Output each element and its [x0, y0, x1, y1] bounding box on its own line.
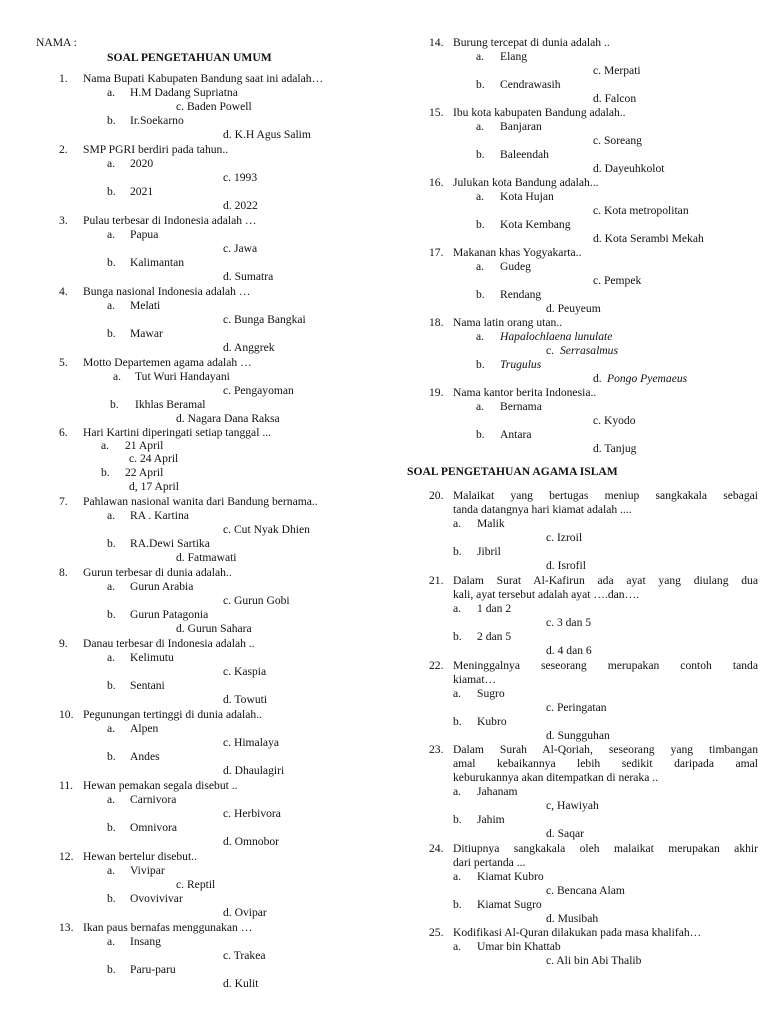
option-c: c. Izroil [546, 531, 583, 544]
question-text: Hewan pemakan segala disebut .. [83, 779, 238, 792]
option-c: c. Reptil [176, 878, 216, 891]
option-label: a. [107, 793, 116, 806]
option-c: c. Trakea [223, 949, 266, 962]
option-label: a. [107, 722, 116, 735]
question-number: 9. [59, 637, 68, 650]
option-b: Gurun Patagonia [130, 608, 209, 621]
option-c: c. Kyodo [593, 414, 636, 427]
question-number: 13. [59, 921, 74, 934]
option-d: d. Dhaulagiri [223, 764, 285, 777]
option-b: Ovovivivar [130, 892, 183, 905]
option-b: Omnivora [130, 821, 178, 834]
question-text: Burung tercepat di dunia adalah .. [453, 36, 610, 49]
option-label: b. [107, 963, 116, 976]
option-b: Trugulus [500, 358, 542, 371]
option-label: a. [476, 330, 485, 343]
option-label: a. [476, 260, 485, 273]
question-text: Ditiupnya sangkakala oleh malaikat merupakan akhir [453, 842, 758, 855]
option-d: d. Isrofil [546, 559, 586, 572]
option-c: c. 24 April [129, 452, 179, 465]
option-label: b. [453, 898, 462, 911]
option-d: d. Sungguhan [546, 729, 610, 742]
question-number: 14. [429, 36, 444, 49]
question-number: 8. [59, 566, 68, 579]
option-a: Kota Hujan [500, 190, 554, 203]
option-label: a. [453, 870, 462, 883]
option-d: d. Nagara Dana Raksa [176, 412, 280, 425]
option-label: a. [453, 517, 462, 530]
option-d: d. Musibah [546, 912, 599, 925]
question-text: Julukan kota Bandung adalah... [453, 176, 599, 189]
option-label: b. [476, 148, 485, 161]
question-number: 3. [59, 214, 68, 227]
option-label: a. [107, 157, 116, 170]
option-label: a. [107, 299, 116, 312]
question-text: keburukannya akan ditempatkan di neraka .. [453, 771, 659, 784]
option-label: b. [107, 750, 116, 763]
option-c: c. Bencana Alam [546, 884, 625, 897]
option-c: c. Kaspia [223, 665, 267, 678]
question-number: 17. [429, 246, 444, 259]
option-a: Vivipar [130, 864, 165, 877]
option-label: a. [453, 785, 462, 798]
option-b: Sentani [130, 679, 165, 692]
option-label: a. [107, 864, 116, 877]
option-label: b. [476, 428, 485, 441]
question-number: 10. [59, 708, 74, 721]
option-b: Kalimantan [130, 256, 185, 269]
option-a: Gudeg [500, 260, 531, 273]
option-label: a. [107, 935, 116, 948]
option-b: Mawar [130, 327, 163, 340]
option-c: c. 1993 [223, 171, 258, 184]
option-b: Kota Kembang [500, 218, 571, 231]
option-b: Kubro [477, 715, 507, 728]
option-d: d. Saqar [546, 827, 584, 840]
option-a: Carnivora [130, 793, 177, 806]
option-a: Melati [130, 299, 161, 312]
option-label: a. [476, 120, 485, 133]
option-b: Cendrawasih [500, 78, 561, 91]
question-text: amal kebaikannya lebih sedikit daripada amal [453, 757, 758, 770]
option-c: c. Ali bin Abi Thalib [546, 954, 642, 967]
question-text: Pahlawan nasional wanita dari Bandung bernama.. [83, 495, 318, 508]
option-d: d. Dayeuhkolot [593, 162, 665, 175]
option-c: c. Peringatan [546, 701, 607, 714]
question-text: Dalam Surat Al-Kafirun ada ayat yang diulang dua [453, 574, 758, 587]
question-number: 6. [59, 426, 68, 439]
option-a: H.M Dadang Supriatna [130, 86, 238, 99]
option-label: b. [453, 813, 462, 826]
option-a: Jahanam [477, 785, 518, 798]
question-text: Pegunungan tertinggi di dunia adalah.. [83, 708, 263, 721]
option-label: a. [107, 580, 116, 593]
question-text: Ikan paus bernafas menggunakan … [83, 921, 253, 934]
question-text: Gurun terbesar di dunia adalah.. [83, 566, 232, 579]
question-number: 24. [429, 842, 444, 855]
option-c: c. Baden Powell [176, 100, 252, 113]
question-number: 11. [59, 779, 74, 792]
option-b: 2021 [130, 185, 154, 198]
option-c: c. Pengayoman [223, 384, 294, 397]
option-label: a. [453, 602, 462, 615]
option-label: a. [107, 228, 116, 241]
option-c: Serrasalmus [560, 344, 618, 357]
option-b: Paru-paru [130, 963, 176, 976]
question-number: 20. [429, 489, 444, 502]
option-c: c. Kota metropolitan [593, 204, 689, 217]
option-a: Bernama [500, 400, 542, 413]
option-d: d. Gurun Sahara [176, 622, 252, 635]
option-d: d. Anggrek [223, 341, 275, 354]
option-c: c. Cut Nyak Dhien [223, 523, 310, 536]
question-number: 1. [59, 72, 68, 85]
option-label: b. [107, 256, 116, 269]
question-text: Motto Departemen agama adalah … [83, 356, 252, 369]
option-a: Tut Wuri Handayani [135, 370, 230, 383]
option-label: b. [453, 545, 462, 558]
option-c: c. Jawa [223, 242, 258, 255]
option-label: b. [107, 892, 116, 905]
option-a: Sugro [477, 687, 505, 700]
question-number: 21. [429, 574, 444, 587]
option-label: c. [546, 344, 555, 357]
question-number: 16. [429, 176, 444, 189]
option-label: a. [107, 86, 116, 99]
option-d: d. Falcon [593, 92, 637, 105]
question-text: Ibu kota kabupaten Bandung adalah.. [453, 106, 626, 119]
option-d: Pongo Pyemaeus [607, 372, 688, 385]
question-text: Nama kantor berita Indonesia.. [453, 386, 597, 399]
option-a: Hapalochlaena lunulate [500, 330, 613, 343]
option-a: Gurun Arabia [130, 580, 194, 593]
option-d: d. Towuti [223, 693, 268, 706]
question-text: kali, ayat tersebut adalah ayat ….dan…. [453, 588, 640, 601]
option-label: a. [107, 651, 116, 664]
question-number: 19. [429, 386, 444, 399]
question-number: 18. [429, 316, 444, 329]
option-d: d. Omnobor [223, 835, 280, 848]
option-label: b. [476, 288, 485, 301]
question-text: Makanan khas Yogyakarta.. [453, 246, 582, 259]
option-a: Umar bin Khattab [477, 940, 561, 953]
option-a: Malik [477, 517, 505, 530]
question-text: Hari Kartini diperingati setiap tanggal ... [83, 426, 272, 439]
option-a: 1 dan 2 [477, 602, 512, 615]
option-label: b. [476, 78, 485, 91]
option-b: Jibril [477, 545, 501, 558]
option-label: b. [107, 608, 116, 621]
option-a: Papua [130, 228, 159, 241]
option-label: b. [107, 185, 116, 198]
option-label: d. [593, 372, 602, 385]
option-c: c, Hawiyah [546, 799, 599, 812]
option-label: a. [101, 439, 110, 452]
question-text: Pulau terbesar di Indonesia adalah … [83, 214, 257, 227]
question-text: Nama Bupati Kabupaten Bandung saat ini adalah… [83, 72, 324, 85]
option-b: Ir.Soekarno [130, 114, 184, 127]
question-number: 15. [429, 106, 444, 119]
option-label: a. [476, 400, 485, 413]
option-a: RA . Kartina [130, 509, 189, 522]
option-label: b. [110, 398, 119, 411]
question-text: tanda datangnya hari kiamat adalah .... [453, 503, 632, 516]
question-text: Hewan bertelur disebut.. [83, 850, 197, 863]
option-label: b. [453, 715, 462, 728]
option-label: a. [453, 687, 462, 700]
question-number: 25. [429, 926, 444, 939]
option-a: Kelimutu [130, 651, 174, 664]
option-d: d. Tanjug [593, 442, 637, 455]
option-label: a. [476, 190, 485, 203]
option-c: c. Gurun Gobi [223, 594, 290, 607]
option-label: b. [107, 114, 116, 127]
option-label: b. [107, 821, 116, 834]
option-b: Rendang [500, 288, 542, 301]
option-b: 2 dan 5 [477, 630, 512, 643]
option-a: Insang [130, 935, 161, 948]
option-label: b. [107, 537, 116, 550]
question-number: 23. [429, 743, 444, 756]
option-d: d. Fatmawati [176, 551, 237, 564]
option-label: b. [476, 218, 485, 231]
question-number: 7. [59, 495, 68, 508]
question-text: Dalam Surah Al-Qoriah, seseorang yang timbangan [453, 743, 758, 756]
option-label: a. [107, 509, 116, 522]
question-text: Danau terbesar di Indonesia adalah .. [83, 637, 255, 650]
question-text: Malaikat yang bertugas meniup sangkakala sebagai [453, 489, 758, 502]
option-d: d. Ovipar [223, 906, 267, 919]
option-label: b. [453, 630, 462, 643]
option-d: d. K.H Agus Salim [223, 128, 311, 141]
nama-label: NAMA : [36, 36, 77, 49]
option-b: Ikhlas Beramal [135, 398, 206, 411]
question-number: 12. [59, 850, 74, 863]
option-c: c. Merpati [593, 64, 641, 77]
option-c: c. 3 dan 5 [546, 616, 592, 629]
question-number: 2. [59, 143, 68, 156]
option-b: Kiamat Sugro [477, 898, 542, 911]
option-d: d. Kota Serambi Mekah [593, 232, 704, 245]
question-number: 4. [59, 285, 68, 298]
option-c: c. Pempek [593, 274, 642, 287]
option-b: Antara [500, 428, 532, 441]
option-b: Baleendah [500, 148, 549, 161]
option-a: 21 April [125, 439, 164, 452]
question-number: 22. [429, 659, 444, 672]
question-text: SMP PGRI berdiri pada tahun.. [83, 143, 229, 156]
option-a: 2020 [130, 157, 154, 170]
option-label: b. [476, 358, 485, 371]
option-label: a. [113, 370, 122, 383]
question-text: kiamat… [453, 673, 497, 686]
question-text: Nama latin orang utan.. [453, 316, 563, 329]
option-b: 22 April [125, 466, 164, 479]
option-d: d, 17 April [129, 480, 179, 493]
option-d: d. 4 dan 6 [546, 644, 592, 657]
option-a: Elang [500, 50, 528, 63]
option-c: c. Bunga Bangkai [223, 313, 306, 326]
option-label: a. [453, 940, 462, 953]
option-d: d. Sumatra [223, 270, 274, 283]
option-label: b. [107, 679, 116, 692]
section-title-islam: SOAL PENGETAHUAN AGAMA ISLAM [407, 465, 618, 478]
option-d: d. Kulit [223, 977, 259, 990]
question-number: 5. [59, 356, 68, 369]
section-title-general: SOAL PENGETAHUAN UMUM [107, 51, 272, 64]
option-label: b. [107, 327, 116, 340]
question-text: Bunga nasional Indonesia adalah … [83, 285, 251, 298]
option-b: Jahim [477, 813, 505, 826]
question-text: dari pertanda ... [453, 856, 526, 869]
option-label: b. [101, 466, 110, 479]
option-c: c. Soreang [593, 134, 642, 147]
option-b: RA.Dewi Sartika [130, 537, 210, 550]
option-c: c. Herbivora [223, 807, 281, 820]
option-a: Alpen [130, 722, 159, 735]
option-c: c. Himalaya [223, 736, 280, 749]
option-d: d. 2022 [223, 199, 258, 212]
option-d: d. Peuyeum [546, 302, 601, 315]
option-a: Banjaran [500, 120, 542, 133]
question-text: Kodifikasi Al-Quran dilakukan pada masa khalifah… [453, 926, 702, 939]
option-a: Kiamat Kubro [477, 870, 544, 883]
question-text: Meninggalnya seseorang merupakan contoh tanda [453, 659, 758, 672]
option-label: a. [476, 50, 485, 63]
option-b: Andes [130, 750, 160, 763]
